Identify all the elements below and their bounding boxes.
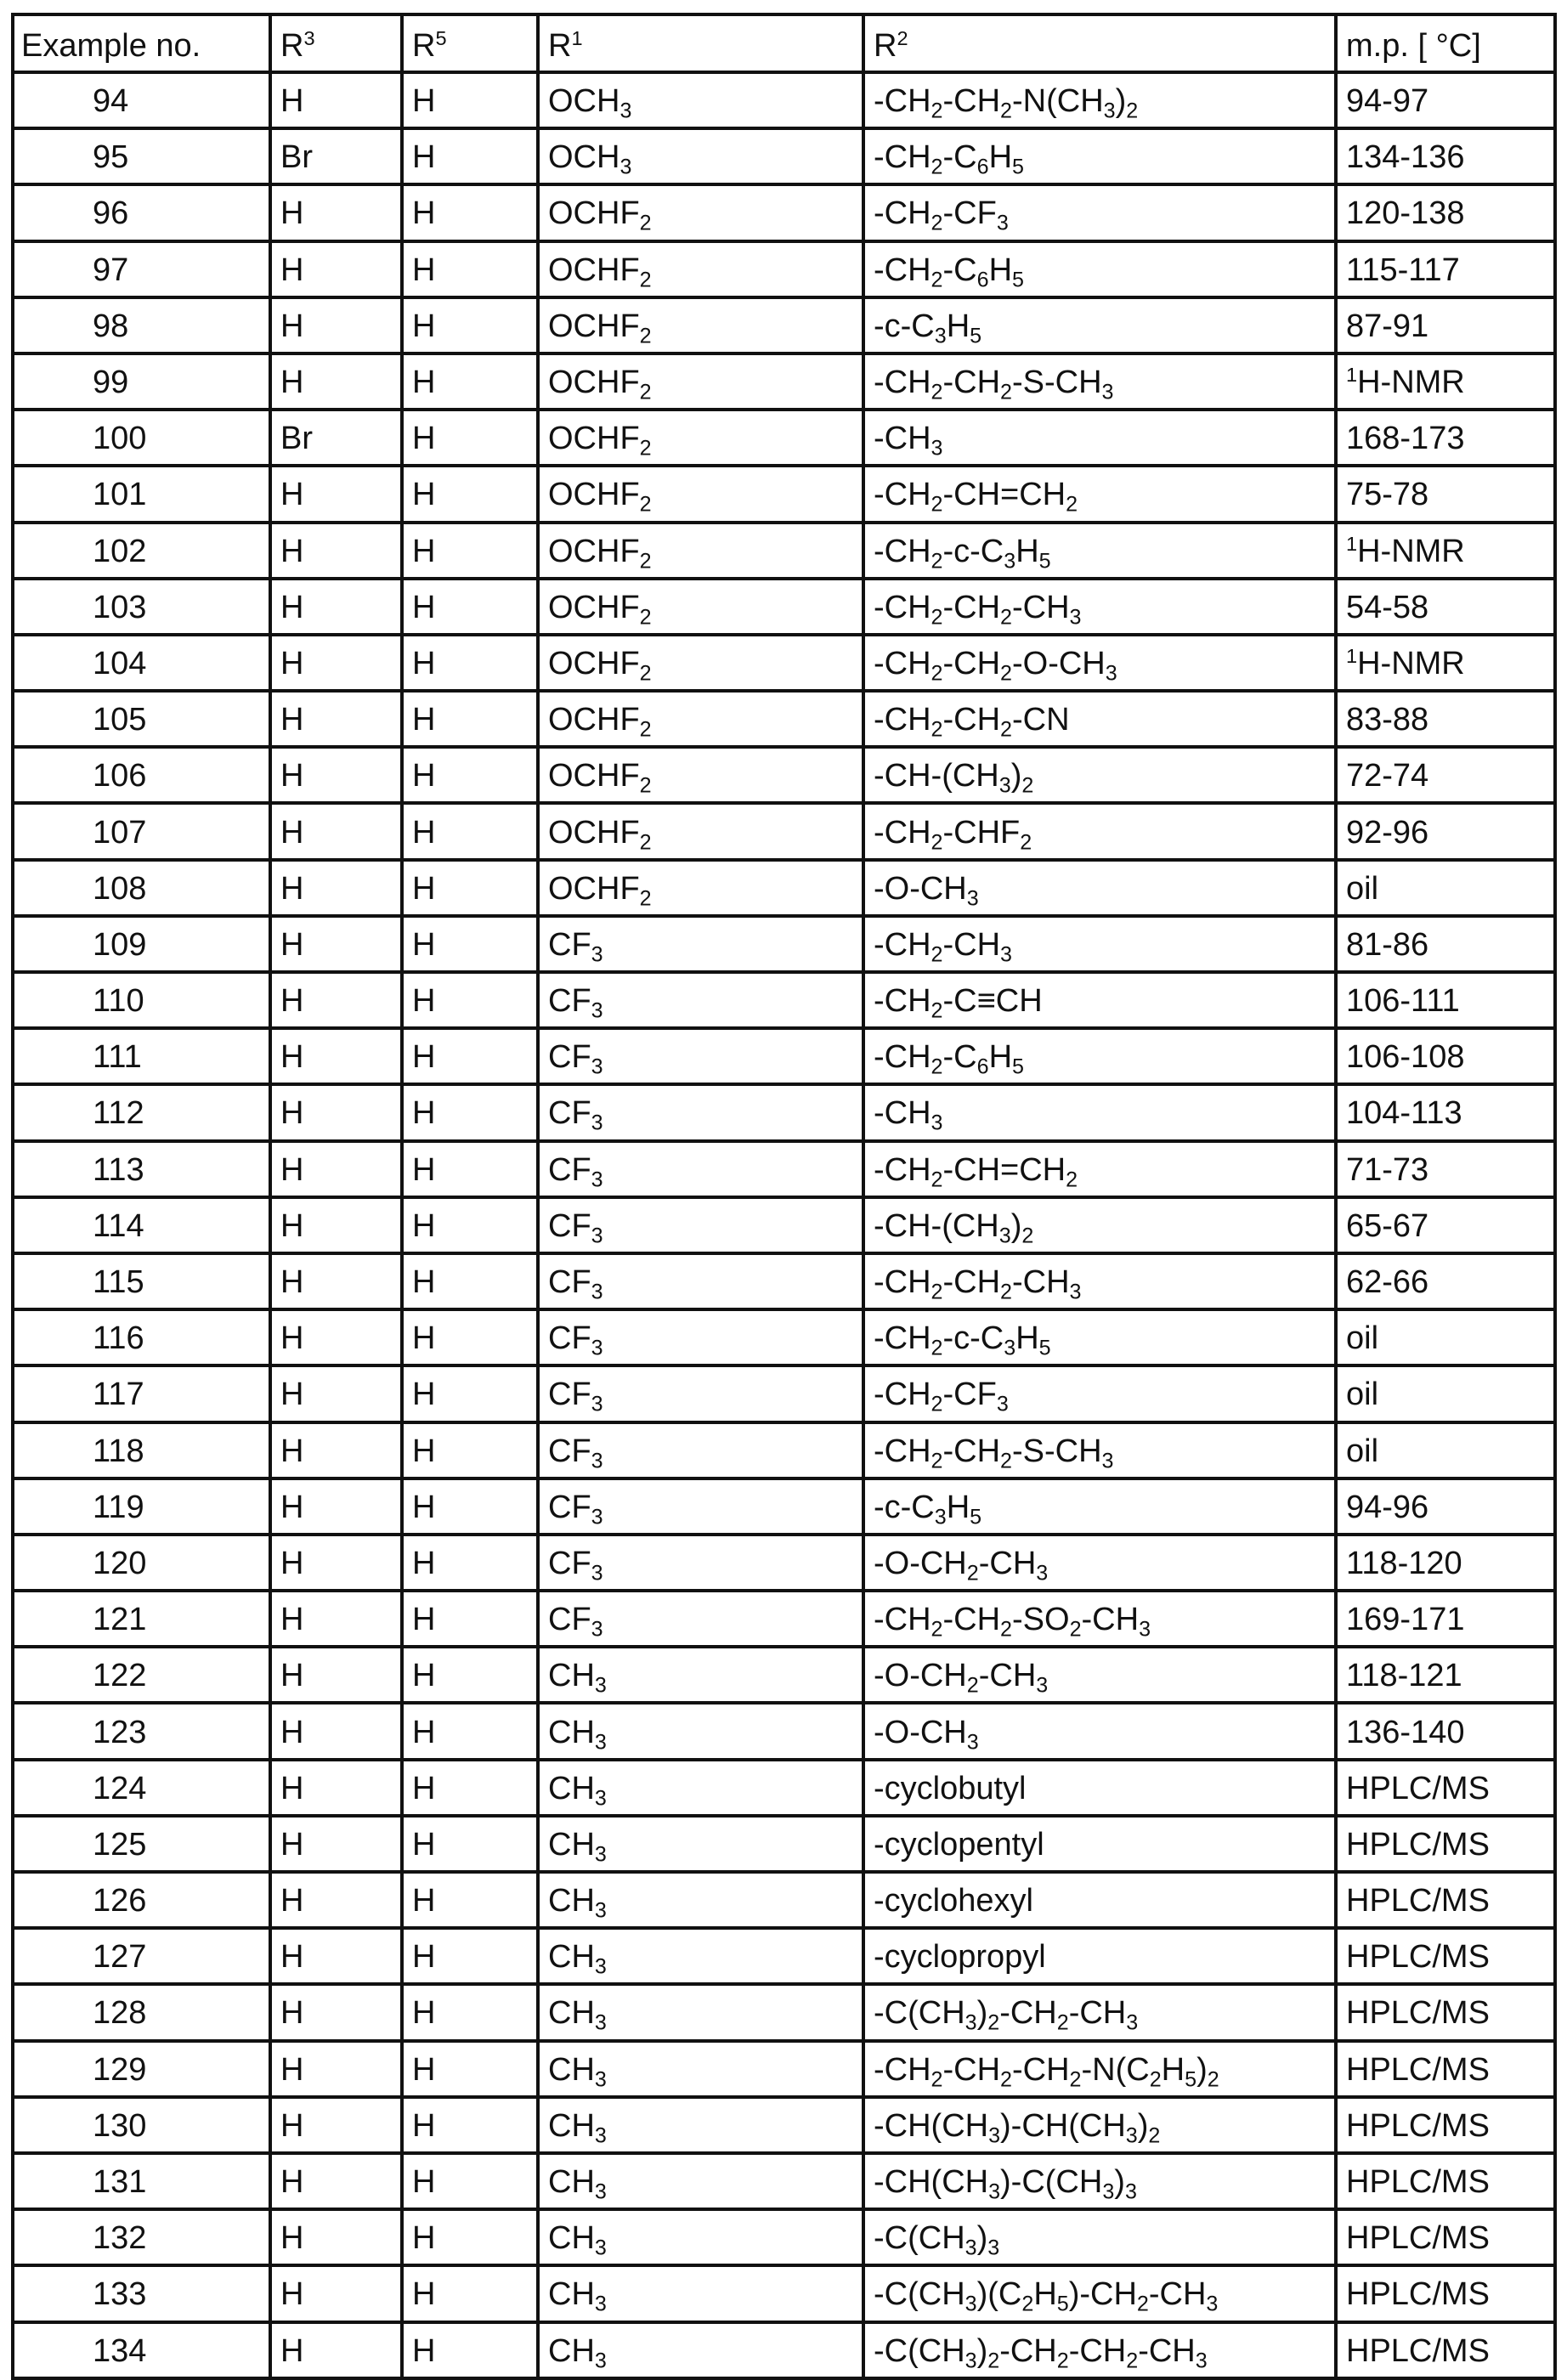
cell-r3: H: [270, 1928, 402, 1984]
cell-r3: H: [270, 1365, 402, 1422]
cell-example-no: 98: [13, 297, 270, 353]
cell-r3: H: [270, 860, 402, 916]
cell-r5: H: [402, 1984, 538, 2040]
cell-r1: $CF_3$: [538, 1084, 863, 1140]
cell-r2: $-CH_2-c-C_3H_5$: [863, 523, 1336, 579]
cell-melting-point: HPLC/MS: [1336, 1984, 1555, 2040]
cell-r5: H: [402, 803, 538, 859]
cell-r3: Br: [270, 410, 402, 466]
cell-r3: H: [270, 1816, 402, 1872]
cell-r2: $-CH_2-C_6H_5$: [863, 241, 1336, 297]
cell-r3: H: [270, 241, 402, 297]
cell-r1: $OCHF_2$: [538, 241, 863, 297]
cell-r1: $OCHF_2$: [538, 579, 863, 635]
cell-r3: H: [270, 747, 402, 803]
cell-r1: $CF_3$: [538, 972, 863, 1028]
cell-r1: $CH_3$: [538, 1760, 863, 1816]
cell-example-no: 108: [13, 860, 270, 916]
cell-melting-point: 81-86: [1336, 916, 1555, 972]
cell-melting-point: HPLC/MS: [1336, 1928, 1555, 1984]
cell-r1: $CF_3$: [538, 916, 863, 972]
table-row: [13, 353, 1555, 410]
cell-r1: $CF_3$: [538, 1365, 863, 1422]
cell-r3: Br: [270, 128, 402, 184]
cell-r2: $-c-C_3H_5$: [863, 297, 1336, 353]
cell-r2: $-CH_3$: [863, 410, 1336, 466]
cell-r3: H: [270, 2265, 402, 2321]
cell-melting-point: 134-136: [1336, 128, 1555, 184]
cell-r3: H: [270, 1197, 402, 1253]
table-body: [13, 72, 1555, 2378]
cell-example-no: 124: [13, 1760, 270, 1816]
cell-r1: $CH_3$: [538, 2041, 863, 2097]
cell-r5: H: [402, 297, 538, 353]
table-row: [13, 1422, 1555, 1478]
table-row: [13, 1141, 1555, 1197]
table-row: [13, 803, 1555, 859]
table-row: [13, 860, 1555, 916]
cell-melting-point: oil: [1336, 1422, 1555, 1478]
cell-r3: H: [270, 691, 402, 747]
compound-table: [11, 13, 1557, 2380]
cell-r2: $-CH_2-C_6H_5$: [863, 128, 1336, 184]
cell-r3: H: [270, 916, 402, 972]
table-row: [13, 184, 1555, 240]
cell-r3: H: [270, 297, 402, 353]
cell-r2: $-CH_2-CH_2-S-CH_3$: [863, 1422, 1336, 1478]
cell-melting-point: 71-73: [1336, 1141, 1555, 1197]
cell-r2: -cyclopropyl: [863, 1928, 1336, 1984]
cell-r2: $-CH_2-CH_2-O-CH_3$: [863, 635, 1336, 691]
cell-example-no: 121: [13, 1591, 270, 1647]
cell-melting-point: 94-97: [1336, 72, 1555, 128]
cell-r3: H: [270, 2041, 402, 2097]
cell-r1: $CF_3$: [538, 1309, 863, 1365]
cell-r2: $-C(CH_3)_3$: [863, 2209, 1336, 2265]
cell-example-no: 113: [13, 1141, 270, 1197]
cell-example-no: 129: [13, 2041, 270, 2097]
cell-melting-point: 54-58: [1336, 579, 1555, 635]
table-row: [13, 2041, 1555, 2097]
cell-r1: $OCHF_2$: [538, 353, 863, 410]
cell-r5: H: [402, 860, 538, 916]
cell-r3: H: [270, 1253, 402, 1309]
cell-r5: H: [402, 579, 538, 635]
cell-r1: $OCHF_2$: [538, 297, 863, 353]
table-row: [13, 1535, 1555, 1591]
cell-r2: $-CH_2-CH_2-SO_2-CH_3$: [863, 1591, 1336, 1647]
cell-r1: $OCHF_2$: [538, 410, 863, 466]
cell-r1: $CF_3$: [538, 1028, 863, 1084]
cell-melting-point: 118-121: [1336, 1647, 1555, 1703]
cell-r2: $-CH_2-c-C_3H_5$: [863, 1309, 1336, 1365]
table-row: [13, 128, 1555, 184]
cell-r1: $CH_3$: [538, 2322, 863, 2378]
cell-example-no: 127: [13, 1928, 270, 1984]
cell-r3: H: [270, 2322, 402, 2378]
cell-example-no: 111: [13, 1028, 270, 1084]
cell-melting-point: 72-74: [1336, 747, 1555, 803]
table-row: [13, 1478, 1555, 1535]
cell-melting-point: 168-173: [1336, 410, 1555, 466]
table-row: [13, 691, 1555, 747]
table-row: [13, 1703, 1555, 1759]
cell-melting-point: 115-117: [1336, 241, 1555, 297]
cell-melting-point: 106-108: [1336, 1028, 1555, 1084]
cell-r1: $CH_3$: [538, 2153, 863, 2209]
cell-r5: H: [402, 972, 538, 1028]
table-row: [13, 1760, 1555, 1816]
table-row: [13, 523, 1555, 579]
cell-r5: H: [402, 523, 538, 579]
table-row: [13, 1984, 1555, 2040]
cell-melting-point: HPLC/MS: [1336, 1760, 1555, 1816]
cell-r5: H: [402, 2097, 538, 2153]
cell-r1: $CF_3$: [538, 1422, 863, 1478]
cell-r3: H: [270, 1647, 402, 1703]
cell-r2: $-O-CH_3$: [863, 1703, 1336, 1759]
cell-r5: H: [402, 241, 538, 297]
cell-r1: $CF_3$: [538, 1197, 863, 1253]
cell-r2: $-CH(CH_3)-C(CH_3)_3$: [863, 2153, 1336, 2209]
cell-r2: $-CH_2-CH_3$: [863, 916, 1336, 972]
cell-r1: $OCHF_2$: [538, 860, 863, 916]
table-row: [13, 2209, 1555, 2265]
cell-r5: H: [402, 1591, 538, 1647]
cell-r2: $-C(CH_3)_2-CH_2-CH_2-CH_3$: [863, 2322, 1336, 2378]
cell-r1: $CH_3$: [538, 1984, 863, 2040]
cell-r1: $CF_3$: [538, 1535, 863, 1591]
table-row: [13, 410, 1555, 466]
cell-r5: H: [402, 1535, 538, 1591]
cell-r3: H: [270, 523, 402, 579]
cell-melting-point: 65-67: [1336, 1197, 1555, 1253]
cell-example-no: 125: [13, 1816, 270, 1872]
cell-example-no: 120: [13, 1535, 270, 1591]
cell-r1: $CH_3$: [538, 2209, 863, 2265]
table-row: [13, 1365, 1555, 1422]
cell-example-no: 126: [13, 1872, 270, 1928]
table-row: [13, 466, 1555, 522]
cell-r5: H: [402, 1478, 538, 1535]
cell-example-no: 123: [13, 1703, 270, 1759]
table-row: [13, 1928, 1555, 1984]
table-row: [13, 297, 1555, 353]
cell-melting-point: 106-111: [1336, 972, 1555, 1028]
cell-r3: H: [270, 466, 402, 522]
cell-melting-point: 120-138: [1336, 184, 1555, 240]
table-row: [13, 1253, 1555, 1309]
cell-r5: H: [402, 1084, 538, 1140]
cell-r1: $OCH_3$: [538, 128, 863, 184]
table-row: [13, 1647, 1555, 1703]
cell-melting-point: 92-96: [1336, 803, 1555, 859]
cell-r5: H: [402, 635, 538, 691]
cell-r1: $CH_3$: [538, 1872, 863, 1928]
table-row: [13, 2097, 1555, 2153]
cell-r2: $-O-CH_3$: [863, 860, 1336, 916]
cell-melting-point: HPLC/MS: [1336, 2209, 1555, 2265]
cell-r2: $-C(CH_3)(C_2H_5)-CH_2-CH_3$: [863, 2265, 1336, 2321]
cell-example-no: 115: [13, 1253, 270, 1309]
cell-r2: $-CH_2-CF_3$: [863, 184, 1336, 240]
cell-r3: H: [270, 1309, 402, 1365]
cell-r5: H: [402, 1197, 538, 1253]
cell-r1: $OCHF_2$: [538, 803, 863, 859]
cell-example-no: 102: [13, 523, 270, 579]
cell-example-no: 97: [13, 241, 270, 297]
cell-r2: $-CH_2-CH_2-CN$: [863, 691, 1336, 747]
cell-example-no: 96: [13, 184, 270, 240]
cell-example-no: 128: [13, 1984, 270, 2040]
cell-r2: -cyclopentyl: [863, 1816, 1336, 1872]
cell-melting-point: 136-140: [1336, 1703, 1555, 1759]
cell-r1: $CH_3$: [538, 1816, 863, 1872]
cell-r3: H: [270, 1028, 402, 1084]
cell-r5: H: [402, 2041, 538, 2097]
cell-r2: $-CH-(CH_3)_2$: [863, 1197, 1336, 1253]
cell-r5: H: [402, 128, 538, 184]
cell-r2: $-CH_2-CH_2-CH_3$: [863, 1253, 1336, 1309]
cell-example-no: 99: [13, 353, 270, 410]
table-row: [13, 2265, 1555, 2321]
cell-r2: $-CH_2-C_6H_5$: [863, 1028, 1336, 1084]
table-row: [13, 2322, 1555, 2378]
cell-r2: $-CH_2-CH_2-CH_2-N(C_2H_5)_2$: [863, 2041, 1336, 2097]
cell-r3: H: [270, 2153, 402, 2209]
cell-r5: H: [402, 916, 538, 972]
header-example-no: Example no.: [13, 14, 270, 72]
cell-example-no: 134: [13, 2322, 270, 2378]
cell-r1: $CF_3$: [538, 1591, 863, 1647]
cell-r1: $OCHF_2$: [538, 747, 863, 803]
cell-r2: $-CH(CH_3)-CH(CH_3)_2$: [863, 2097, 1336, 2153]
cell-melting-point: 75-78: [1336, 466, 1555, 522]
cell-melting-point: $^1$H-NMR: [1336, 523, 1555, 579]
cell-r1: $CF_3$: [538, 1141, 863, 1197]
cell-melting-point: 169-171: [1336, 1591, 1555, 1647]
cell-melting-point: 83-88: [1336, 691, 1555, 747]
cell-melting-point: HPLC/MS: [1336, 2097, 1555, 2153]
cell-example-no: 106: [13, 747, 270, 803]
cell-r3: H: [270, 72, 402, 128]
table-row: [13, 635, 1555, 691]
cell-r2: $-C(CH_3)_2-CH_2-CH_3$: [863, 1984, 1336, 2040]
cell-r5: H: [402, 1760, 538, 1816]
cell-r1: $CF_3$: [538, 1253, 863, 1309]
cell-melting-point: HPLC/MS: [1336, 2265, 1555, 2321]
cell-example-no: 133: [13, 2265, 270, 2321]
cell-r2: $-O-CH_2-CH_3$: [863, 1647, 1336, 1703]
table-row: [13, 972, 1555, 1028]
cell-melting-point: 87-91: [1336, 297, 1555, 353]
cell-example-no: 103: [13, 579, 270, 635]
cell-r2: $-CH_2-C\equiv CH$: [863, 972, 1336, 1028]
cell-r3: H: [270, 2097, 402, 2153]
cell-r3: H: [270, 184, 402, 240]
header-r2: $R^2$: [863, 14, 1336, 72]
cell-melting-point: 118-120: [1336, 1535, 1555, 1591]
cell-r5: H: [402, 1028, 538, 1084]
cell-r5: H: [402, 2265, 538, 2321]
cell-melting-point: $^1$H-NMR: [1336, 635, 1555, 691]
cell-r1: $OCHF_2$: [538, 466, 863, 522]
cell-r5: H: [402, 1928, 538, 1984]
cell-example-no: 122: [13, 1647, 270, 1703]
table-row: [13, 72, 1555, 128]
cell-melting-point: HPLC/MS: [1336, 2041, 1555, 2097]
cell-melting-point: HPLC/MS: [1336, 2322, 1555, 2378]
cell-r2: -cyclobutyl: [863, 1760, 1336, 1816]
table-row: [13, 1591, 1555, 1647]
cell-r3: H: [270, 1535, 402, 1591]
cell-r2: $-CH_2-CH_2-S-CH_3$: [863, 353, 1336, 410]
cell-r1: $CH_3$: [538, 2265, 863, 2321]
table-row: [13, 1872, 1555, 1928]
header-r3: $R^3$: [270, 14, 402, 72]
cell-r3: H: [270, 972, 402, 1028]
cell-r5: H: [402, 72, 538, 128]
cell-r5: H: [402, 1365, 538, 1422]
cell-r2: $-CH-(CH_3)_2$: [863, 747, 1336, 803]
cell-r3: H: [270, 353, 402, 410]
cell-r1: $OCHF_2$: [538, 184, 863, 240]
cell-r3: H: [270, 1760, 402, 1816]
table-row: [13, 1028, 1555, 1084]
cell-r1: $OCH_3$: [538, 72, 863, 128]
cell-example-no: 95: [13, 128, 270, 184]
cell-example-no: 109: [13, 916, 270, 972]
cell-r3: H: [270, 1478, 402, 1535]
cell-r5: H: [402, 410, 538, 466]
cell-r5: H: [402, 691, 538, 747]
cell-r5: H: [402, 1253, 538, 1309]
cell-r3: H: [270, 1984, 402, 2040]
header-row: [13, 14, 1555, 72]
table-row: [13, 1084, 1555, 1140]
cell-example-no: 94: [13, 72, 270, 128]
cell-r1: $CH_3$: [538, 2097, 863, 2153]
cell-example-no: 110: [13, 972, 270, 1028]
table-row: [13, 579, 1555, 635]
cell-example-no: 119: [13, 1478, 270, 1535]
table-row: [13, 1197, 1555, 1253]
cell-r3: H: [270, 1591, 402, 1647]
table-row: [13, 747, 1555, 803]
cell-r1: $CF_3$: [538, 1478, 863, 1535]
cell-r5: H: [402, 1422, 538, 1478]
cell-r2: $-CH_2-CH_2-CH_3$: [863, 579, 1336, 635]
cell-r5: H: [402, 1141, 538, 1197]
cell-r5: H: [402, 747, 538, 803]
cell-r2: $-CH_2-CHF_2$: [863, 803, 1336, 859]
cell-r1: $OCHF_2$: [538, 691, 863, 747]
cell-example-no: 118: [13, 1422, 270, 1478]
cell-melting-point: HPLC/MS: [1336, 2153, 1555, 2209]
cell-example-no: 104: [13, 635, 270, 691]
table-row: [13, 241, 1555, 297]
cell-melting-point: $^1$H-NMR: [1336, 353, 1555, 410]
cell-r5: H: [402, 1816, 538, 1872]
cell-example-no: 132: [13, 2209, 270, 2265]
cell-example-no: 114: [13, 1197, 270, 1253]
cell-r2: -cyclohexyl: [863, 1872, 1336, 1928]
cell-example-no: 112: [13, 1084, 270, 1140]
cell-r1: $CH_3$: [538, 1703, 863, 1759]
cell-r2: $-O-CH_2-CH_3$: [863, 1535, 1336, 1591]
cell-r5: H: [402, 1872, 538, 1928]
cell-r5: H: [402, 466, 538, 522]
cell-r5: H: [402, 2322, 538, 2378]
cell-melting-point: 104-113: [1336, 1084, 1555, 1140]
table-row: [13, 1816, 1555, 1872]
cell-r2: $-CH_2-CH=CH_2$: [863, 466, 1336, 522]
cell-r5: H: [402, 2153, 538, 2209]
cell-r5: H: [402, 2209, 538, 2265]
cell-r5: H: [402, 184, 538, 240]
cell-melting-point: oil: [1336, 1365, 1555, 1422]
cell-melting-point: 94-96: [1336, 1478, 1555, 1535]
table-row: [13, 2153, 1555, 2209]
cell-r1: $CH_3$: [538, 1928, 863, 1984]
cell-r3: H: [270, 1422, 402, 1478]
cell-example-no: 100: [13, 410, 270, 466]
cell-r5: H: [402, 1647, 538, 1703]
cell-r3: H: [270, 1703, 402, 1759]
cell-r2: $-CH_2-CF_3$: [863, 1365, 1336, 1422]
cell-melting-point: 62-66: [1336, 1253, 1555, 1309]
cell-r2: $-CH_2-CH_2-N(CH_3)_2$: [863, 72, 1336, 128]
cell-example-no: 131: [13, 2153, 270, 2209]
cell-melting-point: oil: [1336, 860, 1555, 916]
cell-r1: $CH_3$: [538, 1647, 863, 1703]
cell-r1: $OCHF_2$: [538, 523, 863, 579]
cell-r3: H: [270, 2209, 402, 2265]
cell-r3: H: [270, 1872, 402, 1928]
cell-r3: H: [270, 579, 402, 635]
cell-example-no: 105: [13, 691, 270, 747]
table-row: [13, 916, 1555, 972]
cell-r1: $OCHF_2$: [538, 635, 863, 691]
cell-example-no: 117: [13, 1365, 270, 1422]
cell-example-no: 116: [13, 1309, 270, 1365]
cell-melting-point: HPLC/MS: [1336, 1872, 1555, 1928]
cell-example-no: 107: [13, 803, 270, 859]
header-r5: $R^5$: [402, 14, 538, 72]
cell-r3: H: [270, 1084, 402, 1140]
cell-r2: $-CH_3$: [863, 1084, 1336, 1140]
cell-melting-point: HPLC/MS: [1336, 1816, 1555, 1872]
cell-r5: H: [402, 1703, 538, 1759]
header-melting-point: m.p. [ °C]: [1336, 14, 1555, 72]
cell-r2: $-c-C_3H_5$: [863, 1478, 1336, 1535]
cell-r3: H: [270, 803, 402, 859]
cell-r3: H: [270, 635, 402, 691]
cell-example-no: 101: [13, 466, 270, 522]
cell-r3: H: [270, 1141, 402, 1197]
cell-r2: $-CH_2-CH=CH_2$: [863, 1141, 1336, 1197]
cell-example-no: 130: [13, 2097, 270, 2153]
cell-r5: H: [402, 353, 538, 410]
header-r1: $R^1$: [538, 14, 863, 72]
table-row: [13, 1309, 1555, 1365]
cell-r5: H: [402, 1309, 538, 1365]
cell-melting-point: oil: [1336, 1309, 1555, 1365]
